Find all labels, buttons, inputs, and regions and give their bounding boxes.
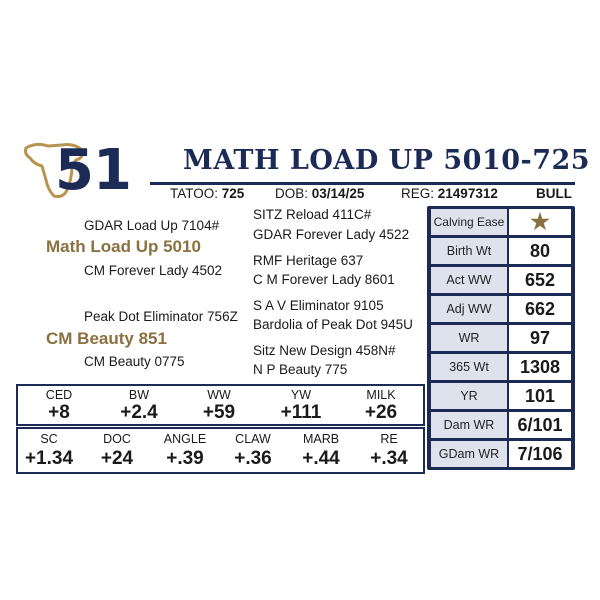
pedigree-right-7: Sitz New Design 458N# xyxy=(253,343,396,358)
perf-value: 80 xyxy=(509,238,571,264)
pedigree-right-8: N P Beauty 775 xyxy=(253,362,348,377)
perf-label: YR xyxy=(431,383,507,409)
tattoo-label: TATOO: xyxy=(170,186,219,201)
pedigree-right-2: GDAR Forever Lady 4522 xyxy=(253,227,410,242)
header-rule xyxy=(150,182,575,185)
pedigree-right-5: S A V Eliminator 9105 xyxy=(253,298,384,313)
animal-name: MATH LOAD UP 5010-725 xyxy=(183,145,591,176)
pedigree-right-4: C M Forever Lady 8601 xyxy=(253,272,395,287)
perf-value: 662 xyxy=(509,296,571,322)
pedigree-dam: CM Beauty 851 xyxy=(46,329,167,348)
perf-value: 101 xyxy=(509,383,571,409)
epd-label-milk: MILK xyxy=(366,388,396,402)
perf-value: 652 xyxy=(509,267,571,293)
perf-value: 97 xyxy=(509,325,571,351)
epd-table-row-1 xyxy=(16,384,425,426)
dob-label: DOB: xyxy=(275,186,309,201)
perf-label: Calving Ease xyxy=(431,209,507,235)
epd-value-re: +.34 xyxy=(370,448,408,469)
lot-number: 51 xyxy=(55,138,131,203)
epd-value-yw: +111 xyxy=(280,402,322,423)
epd-label-marb: MARB xyxy=(302,432,340,446)
reg-field xyxy=(401,186,498,201)
epd-label-re: RE xyxy=(380,432,398,446)
pedigree-sire: Math Load Up 5010 xyxy=(46,237,201,256)
perf-label: GDam WR xyxy=(431,441,507,467)
epd-label-sc: SC xyxy=(40,432,58,446)
epd-value-bw: +2.4 xyxy=(120,402,158,423)
reg-value: 21497312 xyxy=(437,186,498,201)
pedigree-sire-dam: CM Forever Lady 4502 xyxy=(84,263,223,278)
pedigree-dam-sire: Peak Dot Eliminator 756Z xyxy=(84,309,238,324)
epd-label-bw: BW xyxy=(128,388,150,402)
perf-value: 7/106 xyxy=(509,441,571,467)
epd-label-claw: CLAW xyxy=(235,432,271,446)
perf-label: Adj WW xyxy=(431,296,507,322)
perf-value: 6/101 xyxy=(509,412,571,438)
tattoo-field xyxy=(170,186,244,201)
epd-value-milk: +26 xyxy=(364,402,398,423)
epd-value-angle: +.39 xyxy=(166,448,204,469)
pedigree-right-3: RMF Heritage 637 xyxy=(253,253,364,268)
pedigree-right-1: SITZ Reload 411C# xyxy=(253,207,372,222)
dob-field xyxy=(275,186,364,201)
perf-label: Act WW xyxy=(431,267,507,293)
perf-label: WR xyxy=(431,325,507,351)
pedigree-right-6: Bardolia of Peak Dot 945U xyxy=(253,317,413,332)
epd-value-claw: +.36 xyxy=(234,448,272,469)
epd-label-doc: DOC xyxy=(103,432,131,446)
epd-table-row-2 xyxy=(16,427,425,474)
dob-value: 03/14/25 xyxy=(311,186,365,201)
pedigree-sire-sire: GDAR Load Up 7104# xyxy=(84,218,220,233)
perf-label: 365 Wt xyxy=(431,354,507,380)
epd-value-marb: +.44 xyxy=(302,448,340,469)
perf-value: 1308 xyxy=(509,354,571,380)
epd-value-doc: +24 xyxy=(100,448,134,469)
epd-value-ced: +8 xyxy=(48,402,70,423)
epd-value-ww: +59 xyxy=(202,402,236,423)
epd-value-sc: +1.34 xyxy=(24,448,74,469)
pedigree-dam-dam: CM Beauty 0775 xyxy=(84,354,185,369)
calving-ease-star-icon: ★ xyxy=(509,209,571,235)
epd-label-yw: YW xyxy=(290,388,312,402)
sex: BULL xyxy=(536,186,572,201)
perf-label: Dam WR xyxy=(431,412,507,438)
reg-label: REG: xyxy=(401,186,435,201)
epd-label-ww: WW xyxy=(207,388,231,402)
tattoo-value: 725 xyxy=(221,186,245,201)
performance-panel xyxy=(427,206,575,470)
epd-label-angle: ANGLE xyxy=(163,432,207,446)
epd-label-ced: CED xyxy=(45,388,73,402)
perf-label: Birth Wt xyxy=(431,238,507,264)
